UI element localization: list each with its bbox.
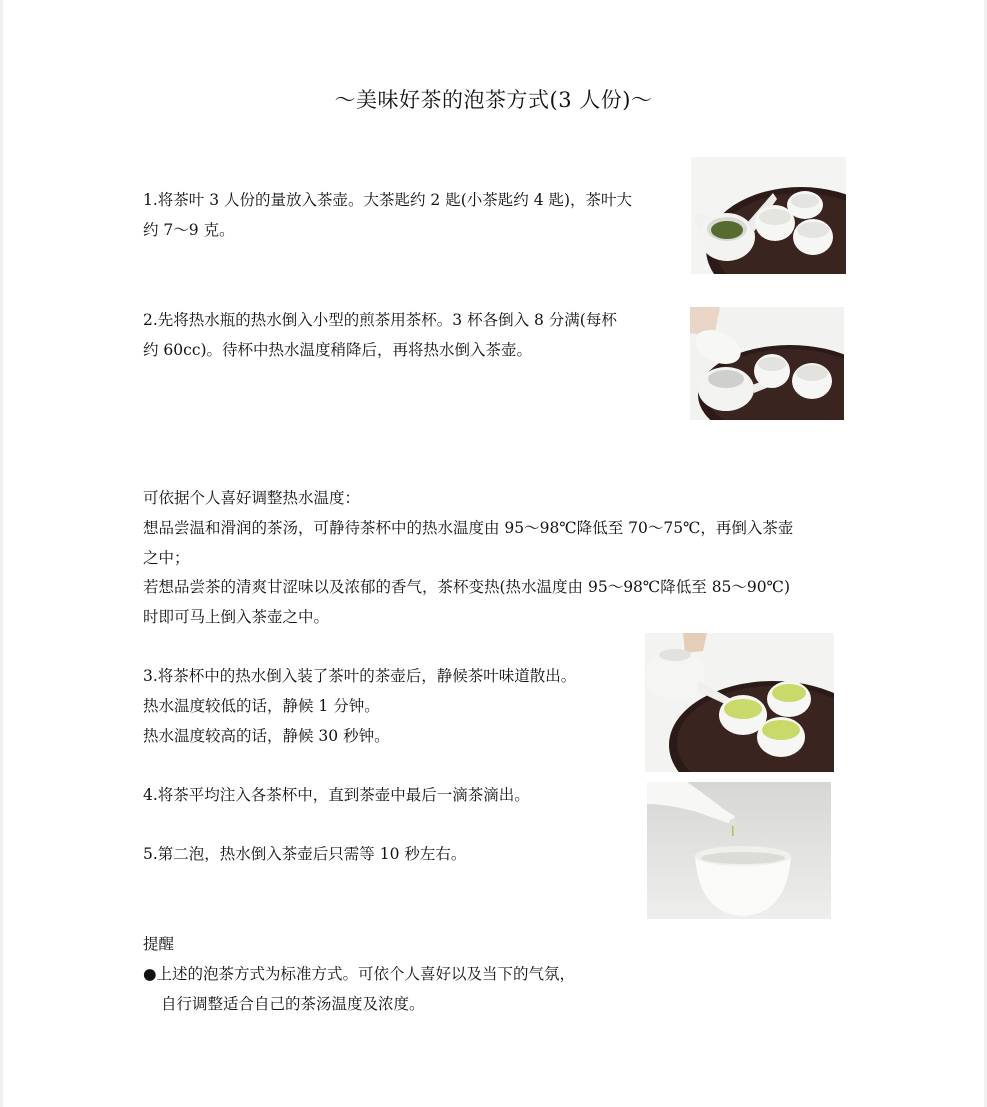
step1-line2: 约 7～9 克。 [143,221,235,239]
adjust-line1: 想品尝温和滑润的茶汤，可静待茶杯中的热水温度由 95～98℃降低至 70～75℃，再倒入茶壶 [143,519,794,537]
reminder-bullet-line1: ●上述的泡茶方式为标准方式。可依个人喜好以及当下的气氛， [143,965,576,983]
step3-line2: 热水温度较低的话，静候 1 分钟。 [143,697,380,715]
last-drop-photo [647,782,831,919]
step3-line3: 热水温度较高的话，静候 30 秒钟。 [143,727,390,745]
step1-line1: 1.将茶叶 3 人份的量放入茶壶。大茶匙约 2 匙(小茶匙约 4 匙)，茶叶大 [143,191,633,209]
step4-text: 4.将茶平均注入各茶杯中，直到茶壶中最后一滴茶滴出。 [143,786,530,804]
step3-line1: 3.将茶杯中的热水倒入装了茶叶的茶壶后，静候茶叶味道散出。 [143,667,577,685]
step2-line1: 2.先将热水瓶的热水倒入小型的煎茶用茶杯。3 杯各倒入 8 分满(每杯 [143,311,617,329]
adjust-line2: 之中； [143,549,190,567]
page-title: ～美味好茶的泡茶方式(3 人份)～ [334,88,653,112]
adjust-intro: 可依据个人喜好调整热水温度： [143,489,361,507]
reminder-bullet-line2: 自行调整适合自己的茶汤温度及浓度。 [161,995,425,1013]
adjust-line4: 时即可马上倒入茶壶之中。 [143,608,330,626]
step5-text: 5.第二泡，热水倒入茶壶后只需等 10 秒左右。 [143,845,467,863]
reminder-heading: 提醒 [143,935,175,953]
pouring-water-photo [690,307,844,420]
teapot-with-leaves-photo [691,157,846,274]
serving-tea-photo [645,633,834,772]
adjust-line3: 若想品尝茶的清爽甘涩味以及浓郁的香气，茶杯变热(热水温度由 95～98℃降低至 85～90℃) [143,578,791,596]
step2-line2: 约 60cc)。待杯中热水温度稍降后，再将热水倒入茶壶。 [143,341,533,359]
